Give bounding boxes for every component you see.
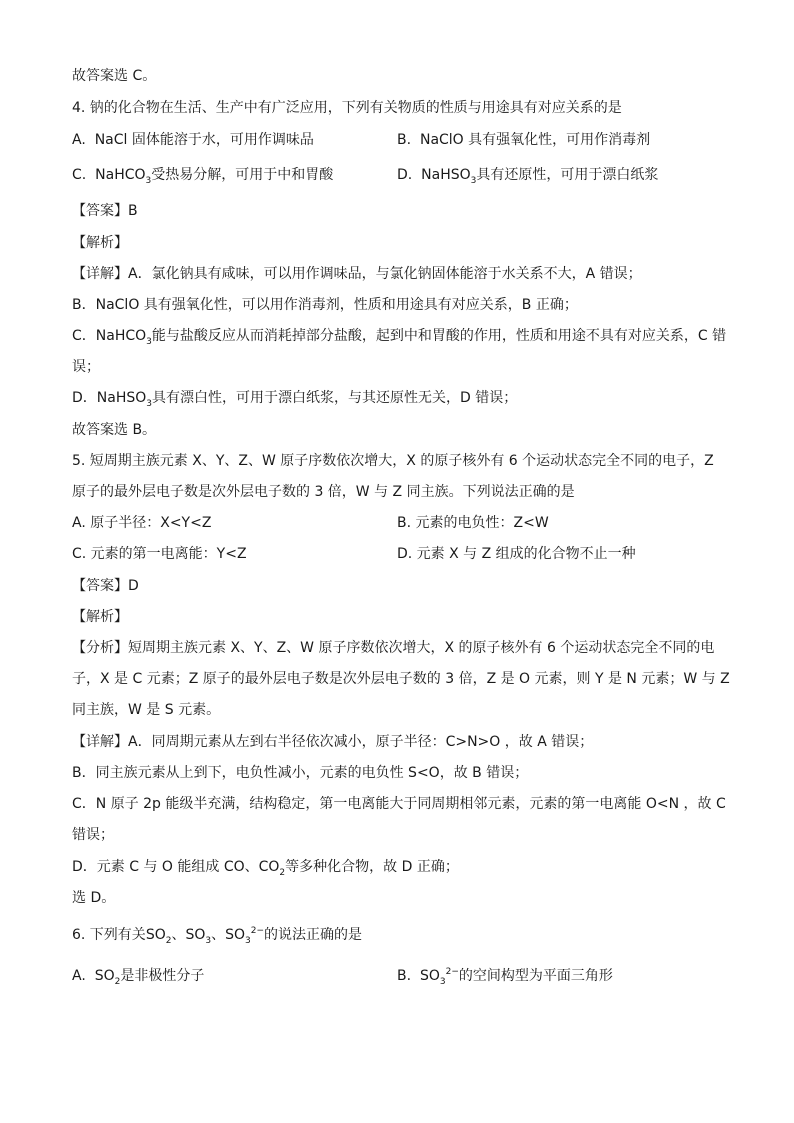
q5-stem-line2: 原子的最外层电子数是次外层电子数的 3 倍，W 与 Z 同主族。下列说法正确的是 <box>72 484 575 500</box>
q6-option-b: B. $SO_3^{2-}$的空间构型为平面三角形 <box>397 967 613 987</box>
q5-detail-a: 【详解】A．同周期元素从左到右半径依次减小，原子半径：C>N>O ，故 A 错误； <box>72 734 594 750</box>
q5-option-a: A. 原子半径：X<Y<Z <box>72 515 212 531</box>
q5-option-b: B. 元素的电负性：Z<W <box>397 515 549 531</box>
q5-analysis-line3: 同主族，W 是 S 元素。 <box>72 702 221 718</box>
q5-detail-c-line1: C．N 原子 2p 能级半充满，结构稳定，第一电离能大于同周期相邻元素，元素的第一电离能 O<N ，故 C <box>72 796 726 812</box>
q5-detail-d: D．元素 C 与 O 能组成 CO、$CO_2$等多种化合物，故 D 正确； <box>72 859 459 878</box>
q5-analysis-line2: 子，X 是 C 元素；Z 原子的最外层电子数是次外层电子数的 3 倍，Z 是 O 元素，则 Y 是 N 元素；W 与 Z <box>72 671 730 687</box>
q4-detail-d: D．NaHSO$_3$具有漂白性，可用于漂白纸浆，与其还原性无关，D 错误； <box>72 390 518 409</box>
q6-stem: 6. 下列有关$SO_2$、$SO_3$、$SO_3^{2-}$的说法正确的是 <box>72 926 363 946</box>
q5-analysis-line1: 【分析】短周期主族元素 X、Y、Z、W 原子序数依次增大，X 的原子核外有 6 个运动状态完全不同的电 <box>72 640 715 656</box>
q4-answer: 【答案】B <box>72 203 138 219</box>
q4-detail-a: 【详解】A．氯化钠具有咸味，可以用作调味品，与氯化钠固体能溶于水关系不大，A 错误； <box>72 266 642 282</box>
q4-option-b: B. NaClO 具有强氧化性，可用作消毒剂 <box>397 132 651 148</box>
q6-option-a: A. $SO_2$是非极性分子 <box>72 968 205 987</box>
q4-detail-c-line1: C．NaHCO$_3$能与盐酸反应从而消耗掉部分盐酸，起到中和胃酸的作用，性质和用途不具有对应关系，C 错 <box>72 328 727 347</box>
q4-option-d: D. NaHSO$_3$具有还原性，可用于漂白纸浆 <box>397 167 659 186</box>
q4-detail-c-line2: 误； <box>72 359 100 375</box>
q5-detail-c-line2: 错误； <box>72 827 114 843</box>
q4-detail-b: B．NaClO 具有强氧化性，可以用作消毒剂，性质和用途具有对应关系，B 正确； <box>72 297 578 313</box>
q5-answer: 【答案】D <box>72 578 139 594</box>
prev-conclusion: 故答案选 C。 <box>72 68 157 84</box>
q4-stem: 4. 钠的化合物在生活、生产中有广泛应用，下列有关物质的性质与用途具有对应关系的是 <box>72 100 622 116</box>
q5-detail-b: B．同主族元素从上到下，电负性减小，元素的电负性 S<O，故 B 错误； <box>72 765 529 781</box>
q5-option-c: C. 元素的第一电离能：Y<Z <box>72 546 247 562</box>
q4-option-c: C. NaHCO$_3$受热易分解，可用于中和胃酸 <box>72 167 334 186</box>
q5-stem-line1: 5. 短周期主族元素 X、Y、Z、W 原子序数依次增大，X 的原子核外有 6 个运动状态完全不同的电子，Z <box>72 453 714 469</box>
q5-analysis-title: 【解析】 <box>72 609 128 625</box>
q5-option-d: D. 元素 X 与 Z 组成的化合物不止一种 <box>397 546 636 562</box>
q4-conclusion: 故答案选 B。 <box>72 422 157 438</box>
q5-conclusion: 选 D。 <box>72 890 116 906</box>
q4-option-a: A. NaCl 固体能溶于水，可用作调味品 <box>72 132 314 148</box>
q4-analysis-title: 【解析】 <box>72 235 128 251</box>
